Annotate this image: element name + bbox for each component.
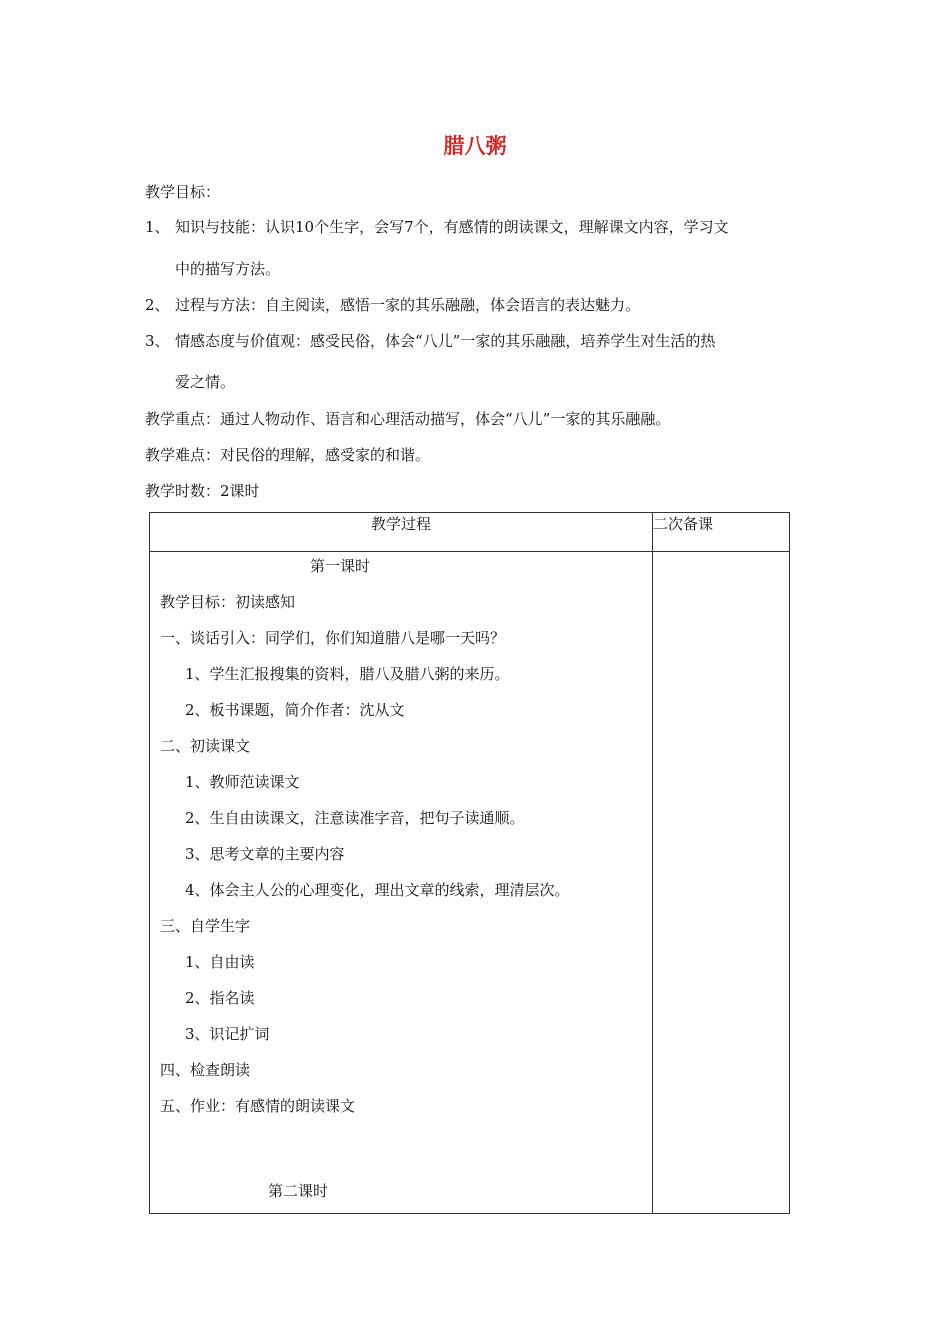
difficulty: 教学难点：对民俗的理解，感受家的和谐。 (145, 446, 431, 464)
section-heading: 五、作业：有感情的朗读课文 (160, 1097, 356, 1115)
document-title: 腊八粥 (443, 134, 507, 158)
key-point: 教学重点：通过人物动作、语言和心理活动描写，体会“八儿”一家的其乐融融。 (145, 410, 671, 428)
objective-number: 3、 (145, 332, 170, 350)
teaching-process-cell (150, 552, 653, 1214)
lesson-plan-table (149, 512, 790, 1214)
objective-number: 1、 (145, 218, 170, 236)
lesson1-goal: 教学目标：初读感知 (160, 593, 296, 611)
section-item: 1、教师范读课文 (185, 773, 300, 791)
section-item: 3、思考文章的主要内容 (185, 845, 345, 863)
section-heading: 一、谈话引入：同学们，你们知道腊八是哪一天吗？ (160, 629, 506, 647)
section-heading: 二、初读课文 (160, 737, 251, 755)
lesson2-title: 第二课时 (268, 1182, 329, 1200)
objective-3-continued: 爱之情。 (175, 373, 236, 391)
objective-text: 知识与技能：认识10个生字，会写7个，有感情的朗读课文，理解课文内容，学习文 (175, 218, 729, 236)
header-process-label: 教学过程 (370, 515, 431, 533)
header-notes-label: 二次备课 (653, 515, 714, 533)
objective-1 (145, 217, 729, 237)
section-heading: 四、检查朗读 (160, 1061, 251, 1079)
section-item: 2、生自由读课文，注意读准字音，把句子读通顺。 (185, 809, 525, 827)
header-teaching-process (150, 513, 653, 552)
objectives-label: 教学目标： (145, 183, 221, 201)
objective-2 (145, 295, 640, 315)
objective-1-continued: 中的描写方法。 (175, 260, 281, 278)
section-item: 4、体会主人公的心理变化，理出文章的线索，理清层次。 (185, 881, 570, 899)
objective-3 (145, 331, 715, 351)
section-item: 1、自由读 (185, 953, 255, 971)
objective-text: 情感态度与价值观：感受民俗，体会“八儿”一家的其乐融融，培养学生对生活的热 (175, 332, 716, 350)
table-header-row (150, 513, 790, 552)
section-item: 2、指名读 (185, 989, 255, 1007)
section-heading: 三、自学生字 (160, 917, 251, 935)
teaching-hours: 教学时数：2课时 (145, 482, 260, 500)
section-item: 3、识记扩词 (185, 1025, 270, 1043)
section-item: 2、板书课题，简介作者：沈从文 (185, 701, 405, 719)
lesson1-title: 第一课时 (310, 557, 371, 575)
header-revision-notes (653, 513, 790, 552)
objective-number: 2、 (145, 296, 170, 314)
section-item: 1、学生汇报搜集的资料，腊八及腊八粥的来历。 (185, 665, 510, 683)
revision-notes-cell (653, 552, 790, 1214)
table-body-row (150, 552, 790, 1214)
objective-text: 过程与方法：自主阅读，感悟一家的其乐融融，体会语言的表达魅力。 (175, 296, 641, 314)
